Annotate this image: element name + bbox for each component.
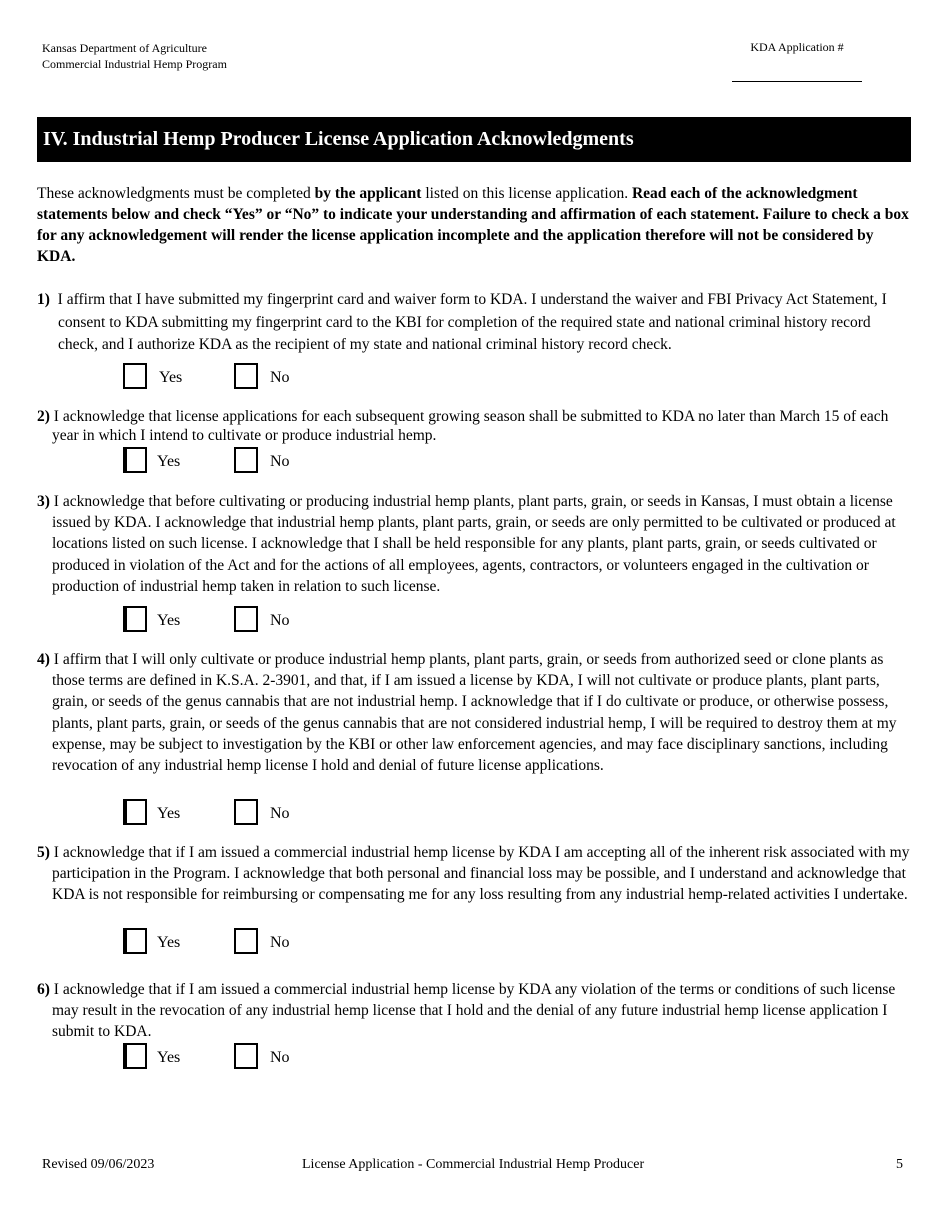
yes-label: Yes [159, 369, 183, 386]
yes-label: Yes [157, 453, 181, 470]
no-checkbox[interactable] [234, 799, 258, 825]
header-org-line2: Commercial Industrial Hemp Program [42, 57, 227, 71]
no-label: No [270, 934, 290, 951]
acknowledgment-item-2 [37, 407, 911, 470]
yes-checkbox[interactable] [123, 928, 147, 954]
item-number: 1) [37, 291, 50, 308]
no-label: No [270, 805, 290, 822]
section-title: IV. Industrial Hemp Producer License Application Acknowledgments [37, 117, 911, 162]
yes-checkbox[interactable] [123, 363, 147, 389]
acknowledgment-item-1 [37, 289, 911, 386]
yes-checkbox[interactable] [123, 799, 147, 825]
answer-options [37, 363, 437, 393]
yes-checkbox[interactable] [123, 1043, 147, 1069]
application-number-field[interactable] [732, 55, 862, 82]
yes-checkbox[interactable] [123, 447, 147, 473]
header-organization [42, 40, 227, 72]
yes-checkbox[interactable] [123, 606, 147, 632]
intro-text-4: Read each of the acknowledgment statements below and check “Yes” or “No” to indicate your understanding and affirmation of each statement. Failure to check a box for any acknowledgement will render the license application incomplete and the application therefore will not be considered by KDA. [37, 185, 909, 265]
footer-revised-date: Revised 09/06/2023 [42, 1157, 155, 1172]
intro-text-3: listed on this license application. [421, 185, 632, 202]
no-label: No [270, 612, 290, 629]
intro-text-2: by the applicant [314, 185, 422, 202]
item-number: 4) [37, 651, 50, 668]
item-number: 5) [37, 844, 50, 861]
answer-options [37, 1043, 437, 1073]
header-org-line1: Kansas Department of Agriculture [42, 41, 207, 55]
header-application-number [732, 40, 862, 82]
no-checkbox[interactable] [234, 447, 258, 473]
item-number: 2) [37, 408, 50, 425]
yes-label: Yes [157, 805, 181, 822]
acknowledgment-item-4 [37, 649, 911, 822]
no-label: No [270, 453, 290, 470]
no-checkbox[interactable] [234, 928, 258, 954]
footer-page-number: 5 [896, 1157, 903, 1172]
item-text: I acknowledge that before cultivating or producing industrial hemp plants, plant parts, grain, or seeds in Kansas, I must obtain a license issued by KDA. I acknowledge that industrial hemp plants, plant parts, grain, or seeds are only permitted to be cultivated or produced at locations listed on such license. I acknowledge that I shall be held responsible for any plants, plant parts, grain, or seeds cultivated or produced in violation of the Act and for the actions of all employees, agents, contractors, or volunteers engaged in the cultivation or production of industrial hemp taken in relation to such license. [52, 493, 896, 595]
acknowledgment-item-3 [37, 491, 911, 629]
item-text: I acknowledge that if I am issued a commercial industrial hemp license by KDA any violation of the terms or conditions of such license may result in the revocation of any industrial hemp license that I hold and the denial of any future industrial hemp license application I submit to KDA. [52, 981, 896, 1041]
footer-document-title: License Application - Commercial Industrial Hemp Producer [302, 1157, 645, 1172]
answer-options [37, 928, 437, 958]
no-checkbox[interactable] [234, 606, 258, 632]
item-text: I affirm that I will only cultivate or produce industrial hemp plants, plant parts, grain, or seeds from authorized seed or clone plants as those terms are defined in K.S.A. 2-3901, and that, if I am issued a license by KDA, I will not cultivate or produce plants, plant parts, grain, or seeds of the genus cannabis that are not industrial hemp. I acknowledge that if I do cultivate or produce, or otherwise possess, plants, plant parts, grain, or seeds of the genus cannabis that are not considered industrial hemp, I will be required to destroy them at my expense, may be subject to investigation by the KBI or other law enforcement agencies, and may face disciplinary sanctions, including revocation of any industrial hemp license I hold and denial of future license applications. [52, 651, 897, 775]
item-number: 6) [37, 981, 50, 998]
no-label: No [270, 369, 290, 386]
item-text: I acknowledge that license applications for each subsequent growing season shall be submitted to KDA no later than March 15 of each year in which I intend to cultivate or produce industrial hemp. [52, 408, 889, 444]
no-checkbox[interactable] [234, 363, 258, 389]
no-label: No [270, 1049, 290, 1066]
yes-label: Yes [157, 612, 181, 629]
application-number-label: KDA Application # [750, 40, 844, 54]
yes-label: Yes [157, 934, 181, 951]
acknowledgment-item-6 [37, 979, 911, 1066]
no-checkbox[interactable] [234, 1043, 258, 1069]
answer-options [37, 606, 437, 636]
item-text: I affirm that I have submitted my fingerprint card and waiver form to KDA. I understand the waiver and FBI Privacy Act Statement, I consent to KDA submitting my fingerprint card to the KBI for completion of the required state and national criminal history record check, and I authorize KDA as the recipient of my state and national criminal history record check. [57, 291, 887, 353]
acknowledgment-item-5 [37, 842, 911, 951]
answer-options [37, 799, 437, 829]
intro-text-1: These acknowledgments must be completed [37, 185, 315, 202]
yes-label: Yes [157, 1049, 181, 1066]
answer-options [37, 447, 437, 477]
item-number: 3) [37, 493, 50, 510]
intro-paragraph [37, 183, 911, 267]
item-text: I acknowledge that if I am issued a commercial industrial hemp license by KDA I am accepting all of the inherent risk associated with my participation in the Program. I acknowledge that both personal and financial loss may be possible, and I understand and acknowledge that KDA is not responsible for reimbursing or compensating me for any loss resulting from any industrial hemp-related activities I undertake. [52, 844, 910, 904]
